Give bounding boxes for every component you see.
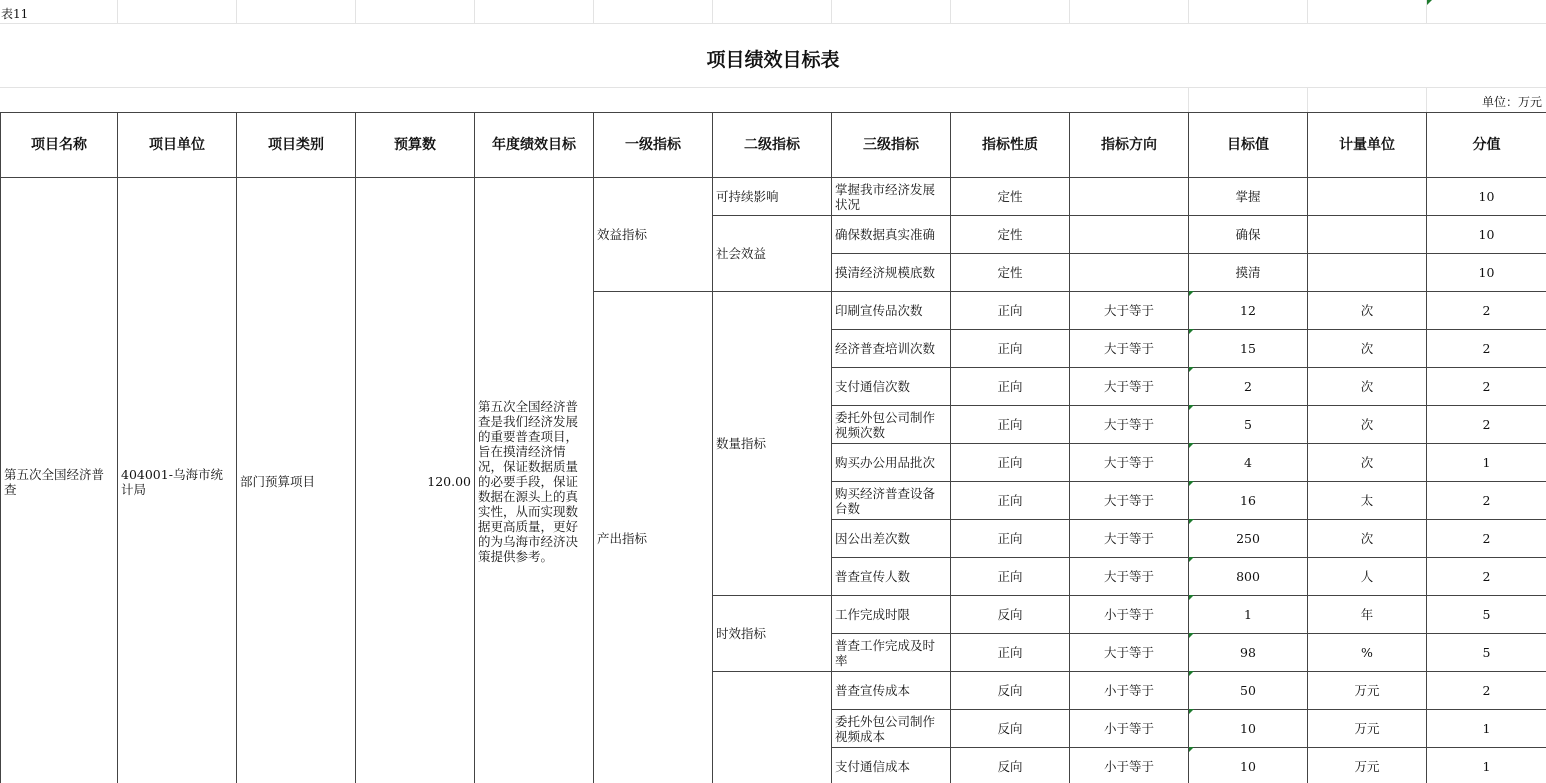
target-cell[interactable]: 50 xyxy=(1189,672,1308,710)
level3-cell[interactable]: 普查宣传人数 xyxy=(832,558,951,596)
nature-cell[interactable]: 反向 xyxy=(951,596,1070,634)
measure-unit-cell[interactable] xyxy=(1308,254,1427,292)
level3-cell[interactable]: 因公出差次数 xyxy=(832,520,951,558)
nature-cell[interactable]: 正向 xyxy=(951,520,1070,558)
nature-cell[interactable]: 反向 xyxy=(951,748,1070,783)
unit-label: 单位：万元 xyxy=(1481,95,1542,109)
direction-cell[interactable]: 大于等于 xyxy=(1070,634,1189,672)
header-cell[interactable]: 项目单位 xyxy=(118,113,237,178)
performance-table xyxy=(0,112,1546,783)
measure-unit-cell[interactable]: 次 xyxy=(1308,444,1427,482)
level3-cell[interactable]: 委托外包公司制作视频次数 xyxy=(832,406,951,444)
level3-cell[interactable]: 普查工作完成及时率 xyxy=(832,634,951,672)
score-cell[interactable]: 2 xyxy=(1427,558,1546,596)
direction-cell[interactable]: 大于等于 xyxy=(1070,444,1189,482)
level3-cell[interactable]: 普查宣传成本 xyxy=(832,672,951,710)
score-cell[interactable]: 2 xyxy=(1427,368,1546,406)
level3-cell[interactable]: 确保数据真实准确 xyxy=(832,216,951,254)
level3-cell[interactable]: 购买办公用品批次 xyxy=(832,444,951,482)
nature-cell[interactable]: 正向 xyxy=(951,406,1070,444)
score-cell[interactable]: 2 xyxy=(1427,482,1546,520)
measure-unit-cell[interactable]: 次 xyxy=(1308,520,1427,558)
level2-timeliness-cell[interactable]: 时效指标 xyxy=(713,596,832,672)
target-cell[interactable]: 16 xyxy=(1189,482,1308,520)
cell-marker-icon xyxy=(1189,481,1194,486)
nature-cell[interactable]: 正向 xyxy=(951,558,1070,596)
nature-cell[interactable]: 正向 xyxy=(951,444,1070,482)
direction-cell[interactable]: 大于等于 xyxy=(1070,406,1189,444)
direction-cell[interactable]: 大于等于 xyxy=(1070,482,1189,520)
header-cell[interactable]: 二级指标 xyxy=(713,113,832,178)
cell-marker-icon xyxy=(1189,443,1194,448)
score-cell[interactable]: 5 xyxy=(1427,634,1546,672)
target-cell[interactable]: 1 xyxy=(1189,596,1308,634)
direction-cell[interactable] xyxy=(1070,216,1189,254)
cell-marker-icon xyxy=(1189,595,1194,600)
level3-cell[interactable]: 支付通信成本 xyxy=(832,748,951,783)
nature-cell[interactable]: 定性 xyxy=(951,216,1070,254)
measure-unit-cell[interactable] xyxy=(1308,178,1427,216)
measure-unit-cell[interactable]: 次 xyxy=(1308,292,1427,330)
measure-unit-cell[interactable] xyxy=(1308,216,1427,254)
sheet-label: 表11 xyxy=(1,7,29,21)
nature-cell[interactable]: 反向 xyxy=(951,672,1070,710)
cell-marker-icon xyxy=(1189,519,1194,524)
budget-cell[interactable]: 120.00 xyxy=(356,178,475,783)
direction-cell[interactable]: 小于等于 xyxy=(1070,748,1189,783)
level3-cell[interactable]: 购买经济普查设备台数 xyxy=(832,482,951,520)
header-cell[interactable]: 年度绩效目标 xyxy=(475,113,594,178)
level2-sustain-cell[interactable]: 可持续影响 xyxy=(713,178,832,216)
direction-cell[interactable]: 小于等于 xyxy=(1070,596,1189,634)
level3-cell[interactable]: 掌握我市经济发展状况 xyxy=(832,178,951,216)
score-cell[interactable]: 2 xyxy=(1427,520,1546,558)
level3-cell[interactable]: 印刷宣传品次数 xyxy=(832,292,951,330)
target-cell[interactable]: 摸清 xyxy=(1189,254,1308,292)
cell-marker-icon xyxy=(1189,329,1194,334)
table-row xyxy=(1,178,1546,216)
direction-cell[interactable] xyxy=(1070,254,1189,292)
target-cell[interactable]: 5 xyxy=(1189,406,1308,444)
direction-cell[interactable]: 大于等于 xyxy=(1070,558,1189,596)
level1-benefit-cell[interactable]: 效益指标 xyxy=(594,178,713,292)
target-cell[interactable]: 掌握 xyxy=(1189,178,1308,216)
nature-cell[interactable]: 正向 xyxy=(951,368,1070,406)
measure-unit-cell[interactable]: 万元 xyxy=(1308,672,1427,710)
level3-cell[interactable]: 工作完成时限 xyxy=(832,596,951,634)
score-cell[interactable]: 2 xyxy=(1427,406,1546,444)
measure-unit-cell[interactable]: 年 xyxy=(1308,596,1427,634)
nature-cell[interactable]: 正向 xyxy=(951,330,1070,368)
score-cell[interactable]: 1 xyxy=(1427,710,1546,748)
measure-unit-cell[interactable]: 太 xyxy=(1308,482,1427,520)
cell-marker-icon xyxy=(1189,671,1194,676)
nature-cell[interactable]: 正向 xyxy=(951,482,1070,520)
header-cell[interactable]: 项目类别 xyxy=(237,113,356,178)
cell-marker-icon xyxy=(1189,291,1194,296)
measure-unit-cell[interactable]: 次 xyxy=(1308,406,1427,444)
header-cell[interactable]: 目标值 xyxy=(1189,113,1308,178)
project-unit-cell[interactable]: 404001-乌海市统计局 xyxy=(118,178,237,783)
header-cell[interactable]: 计量单位 xyxy=(1308,113,1427,178)
level3-cell[interactable]: 摸清经济规模底数 xyxy=(832,254,951,292)
target-cell[interactable]: 2 xyxy=(1189,368,1308,406)
header-cell[interactable]: 项目名称 xyxy=(1,113,118,178)
level3-cell[interactable]: 经济普查培训次数 xyxy=(832,330,951,368)
direction-cell[interactable]: 小于等于 xyxy=(1070,672,1189,710)
nature-cell[interactable]: 正向 xyxy=(951,292,1070,330)
target-cell[interactable]: 12 xyxy=(1189,292,1308,330)
level1-output-cell[interactable]: 产出指标 xyxy=(594,292,713,783)
header-cell[interactable]: 三级指标 xyxy=(832,113,951,178)
cell-marker-icon xyxy=(1189,405,1194,410)
cell-marker-icon xyxy=(1189,367,1194,372)
nature-cell[interactable]: 定性 xyxy=(951,178,1070,216)
cell-marker-icon xyxy=(1189,633,1194,638)
header-cell[interactable]: 指标方向 xyxy=(1070,113,1189,178)
direction-cell[interactable]: 大于等于 xyxy=(1070,292,1189,330)
direction-cell[interactable]: 小于等于 xyxy=(1070,710,1189,748)
cell-marker-icon xyxy=(1189,709,1194,714)
header-cell[interactable]: 分值 xyxy=(1427,113,1546,178)
page-title: 项目绩效目标表 xyxy=(706,49,840,71)
direction-cell[interactable]: 大于等于 xyxy=(1070,330,1189,368)
level3-cell[interactable]: 委托外包公司制作视频成本 xyxy=(832,710,951,748)
target-cell[interactable]: 10 xyxy=(1189,748,1308,783)
level2-quantity-cell[interactable]: 数量指标 xyxy=(713,292,832,596)
level2-cost-cell[interactable] xyxy=(713,672,832,783)
header-cell[interactable]: 一级指标 xyxy=(594,113,713,178)
project-category-cell[interactable]: 部门预算项目 xyxy=(237,178,356,783)
header-cell[interactable]: 预算数 xyxy=(356,113,475,178)
header-cell[interactable]: 指标性质 xyxy=(951,113,1070,178)
annual-goal-cell[interactable]: 第五次全国经济普查是我们经济发展的重要普查项目，旨在摸清经济情况，保证数据质量的必要手段，保证数据在源头上的真实性，从而实现数据更高质量，更好的为乌海市经济决策提供参考。 xyxy=(475,178,594,783)
score-cell[interactable]: 2 xyxy=(1427,292,1546,330)
measure-unit-cell[interactable]: 次 xyxy=(1308,330,1427,368)
target-cell[interactable]: 98 xyxy=(1189,634,1308,672)
target-cell[interactable]: 确保 xyxy=(1189,216,1308,254)
score-cell[interactable]: 2 xyxy=(1427,330,1546,368)
target-cell[interactable]: 10 xyxy=(1189,710,1308,748)
measure-unit-cell[interactable]: % xyxy=(1308,634,1427,672)
score-cell[interactable]: 5 xyxy=(1427,596,1546,634)
direction-cell[interactable]: 大于等于 xyxy=(1070,368,1189,406)
target-cell[interactable]: 15 xyxy=(1189,330,1308,368)
direction-cell[interactable] xyxy=(1070,178,1189,216)
score-cell[interactable]: 10 xyxy=(1427,216,1546,254)
level3-cell[interactable]: 支付通信次数 xyxy=(832,368,951,406)
cell-marker-icon xyxy=(1189,557,1194,562)
cell-marker-icon xyxy=(1427,0,1432,5)
score-cell[interactable]: 2 xyxy=(1427,672,1546,710)
score-cell[interactable]: 1 xyxy=(1427,748,1546,783)
score-cell[interactable]: 10 xyxy=(1427,254,1546,292)
measure-unit-cell[interactable]: 万元 xyxy=(1308,748,1427,783)
nature-cell[interactable]: 正向 xyxy=(951,634,1070,672)
target-cell[interactable]: 250 xyxy=(1189,520,1308,558)
nature-cell[interactable]: 定性 xyxy=(951,254,1070,292)
measure-unit-cell[interactable]: 人 xyxy=(1308,558,1427,596)
target-cell[interactable]: 800 xyxy=(1189,558,1308,596)
direction-cell[interactable]: 大于等于 xyxy=(1070,520,1189,558)
score-cell[interactable]: 1 xyxy=(1427,444,1546,482)
level2-social-cell[interactable]: 社会效益 xyxy=(713,216,832,292)
project-name-cell[interactable]: 第五次全国经济普查 xyxy=(1,178,118,783)
score-cell[interactable]: 10 xyxy=(1427,178,1546,216)
header-row xyxy=(1,113,1546,178)
nature-cell[interactable]: 反向 xyxy=(951,710,1070,748)
cell-marker-icon xyxy=(1189,747,1194,752)
measure-unit-cell[interactable]: 万元 xyxy=(1308,710,1427,748)
measure-unit-cell[interactable]: 次 xyxy=(1308,368,1427,406)
target-cell[interactable]: 4 xyxy=(1189,444,1308,482)
